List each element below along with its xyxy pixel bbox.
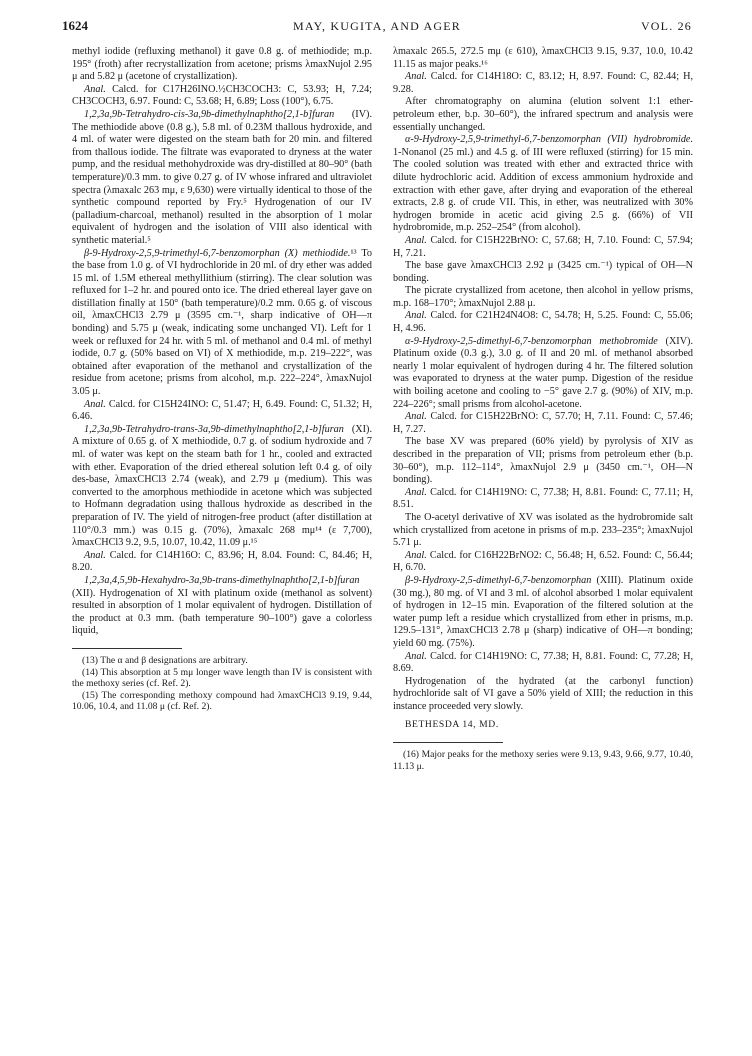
running-title: MAY, KUGITA, AND AGER [293,19,461,33]
right-column [393,46,693,772]
procedure-paragraph [72,575,372,638]
paragraph: The picrate crystallized from acetone, then alcohol in yellow prisms, m.p. 168–170°; λmaxNujol 2.88 μ. [393,285,693,309]
analysis-paragraph [72,399,372,424]
compound-title: β-9-Hydroxy-2,5,9-trimethyl-6,7-benzomorphan (X) methiodide. [84,247,351,259]
procedure-text: 1-Nonanol (25 ml.) and 4.5 g. of III were refluxed (stirring) for 15 min. The cooled solution was treated with ether and extracted thrice with dilute hydrochloric acid. Addition of excess ammonium hydroxide and extraction with ether gave, after drying and evaporation of the ethereal extracts, 2.8 g. of crude VII. This, in ether, was neutralized with 30% hydrogen bromide in acetic acid giving 2.5 g. (66%) of VII hydrobromide, m.p. 252–254° (from alcohol). [393,146,693,234]
compound-title: β-9-Hydroxy-2,5-dimethyl-6,7-benzomorphan [405,574,592,586]
analysis-text: Calcd. for C14H19NO: C, 77.38; H, 8.81. Found: C, 77.28; H, 8.69. [393,650,693,675]
compound-title: α-9-Hydroxy-2,5,9-trimethyl-6,7-benzomorphan (VII) hydrobromide. [405,134,693,146]
footnote: (13) The α and β designations are arbitrary. [82,654,248,666]
paragraph: The O-acetyl derivative of XV was isolated as the hydrobromide salt which crystallized from acetone in prisms of m.p. 233–235°; λmaxNujol 5.71 μ. [393,511,693,549]
anal-label: Anal. [405,549,427,561]
compound-title: 1,2,3a,9b-Tetrahydro-cis-3a,9b-dimethylnaphtho[2,1-b]furan [84,108,335,120]
analysis-text: Calcd. for C14H16O: C, 83.96; H, 8.04. Found: C, 84.46; H, 8.20. [72,549,372,574]
analysis-paragraph [72,550,372,575]
footnote: (16) Major peaks for the methoxy series were 9.13, 9.43, 9.66, 9.77, 10.40, 11.13 μ. [393,749,693,772]
analysis-text: Calcd. for C15H22BrNO: C, 57.70; H, 7.11. Found: C, 57.46; H, 7.27. [393,411,693,435]
left-column [72,46,372,713]
analysis-text: Calcd. for C15H24INO: C, 51.47; H, 6.49. Found: C, 51.32; H, 6.46. [72,398,372,423]
page-number: 1624 [62,18,88,33]
analysis-paragraph [393,71,693,96]
analysis-text: Calcd. for C14H18O: C, 83.12; H, 8.97. Found: C, 82.44; H, 9.28. [393,71,693,95]
compound-title: α-9-Hydroxy-2,5-dimethyl-6,7-benzomorphan methobromide [405,335,658,347]
anal-label: Anal. [405,234,427,246]
analysis-paragraph [393,487,693,512]
paragraph: Hydrogenation of the hydrated (at the carbonyl function) hydrochloride salt of VI gave a 50% yield of XIII; the reduction in this instance proceeded very slowly. [393,675,693,712]
footnote-divider [393,742,503,743]
analysis-text: Calcd. for C16H22BrNO2: C, 56.48; H, 6.52. Found: C, 56.44; H, 6.70. [393,549,693,574]
page-header [62,18,692,38]
paragraph: The base gave λmaxCHCl3 2.92 μ (3425 cm.⁻¹) typical of OH—N bonding. [393,260,693,284]
anal-label: Anal. [84,83,106,95]
analysis-paragraph [72,84,372,109]
procedure-text: (XII). Hydrogenation of XI with platinum oxide (methanol as solvent) resulted in absorption of 1 molar equivalent of hydrogen. Distillation of the product at 0.3 mm. (bath temperature 90–100°) gave a colorless liquid, [72,587,372,637]
footnotes [72,655,372,713]
procedure-paragraph [393,575,693,651]
footnotes [393,749,693,772]
anal-label: Anal. [405,486,427,498]
procedure-paragraph [393,336,693,412]
anal-label: Anal. [84,549,106,561]
anal-label: Anal. [84,398,106,410]
procedure-text: (IV). The methiodide above (0.8 g.), 5.8 ml. of 0.23M thallous hydroxide, and 4 ml. of water were digested on the steam bath for 20 min. and filtered from thallous iodide. The filtrate was evaporated to dryness at the water pump, and the residual methohydroxide was dry-distilled at 80–90° (bath temperature)/0.3 mm. to give 0.27 g. of IV whose infrared and ultraviolet spectra (λmaxalc 263 mμ, ε 9,630) were virtually identical to those of the synthetic compound reported by Fry.⁵ Hydrogenation of our IV (palladium-charcoal, methanol) resulted in the absorption of 1 molar equivalent of hydrogen and the isolation of VIII also identical with synthetic material.⁵ [72,108,372,246]
analysis-paragraph [393,550,693,575]
procedure-text: (XIII). Platinum oxide (30 mg.), 80 mg. of VI and 3 ml. of alcohol absorbed 1 molar equivalent of hydrogen in 12–15 min. Evaporation of the filtered solution at the water pump left a residue which crystallized from ether in prisms, m.p. 129.5–131°, λmaxCHCl3 2.78 μ (sharp) indicative of OH—π bonding; yield 60 mg. (75%). [393,574,693,649]
compound-title: 1,2,3a,4,5,9b-Hexahydro-3a,9b-trans-dimethylnaphtho[2,1-b]furan [84,574,360,586]
procedure-paragraph [393,134,693,235]
procedure-paragraph [72,109,372,248]
procedure-text: (XI). A mixture of 0.65 g. of X methiodide, 0.7 g. of sodium hydroxide and 7 ml. of water was kept on the steam bath for 1 hr., cooled and extracted with ether. Evaporation of the dried ethereal solution left 0.4 g. of oily des-base, λmaxCHCl3 2.74 (weak), and 2.79 μ (medium). This was converted to the amorphous methiodide in acetone which was subjected to Hofmann degradation using thallous hydroxide as described in the preparation of IV. The yield of nitrogen-free product (after distillation at 110°/0.3 mm.) was 0.15 g. (70%), λmaxalc 268 mμ¹⁴ (ε 7,700), λmaxCHCl3 9.2, 9.5, 10.07, 10.42, 11.09 μ.¹⁵ [72,423,372,549]
procedure-paragraph [72,248,372,399]
footnote: (14) This absorption at 5 mμ longer wave length than IV is consistent with the methoxy series (cf. Ref. 2). [72,666,372,690]
anal-label: Anal. [405,650,427,662]
analysis-text: Calcd. for C17H26INO.½CH3COCH3: C, 53.93; H, 7.24; CH3COCH3, 6.97. Found: C, 53.68; H, 6.89; Loss (100°), 6.75. [72,83,372,108]
footnote-divider [72,648,182,649]
paragraph: λmaxalc 265.5, 272.5 mμ (ε 610), λmaxCHCl3 9.15, 9.37, 10.0, 10.42 11.15 as major peaks.¹⁶ [393,46,693,70]
volume-label: VOL. 26 [640,19,692,33]
analysis-paragraph [393,411,693,436]
paragraph: methyl iodide (refluxing methanol) it gave 0.8 g. of methiodide; m.p. 195° (froth) after recrystallization from acetone; prisms λmaxNujol 2.95 μ and 5.82 μ (acetone of crystallization). [72,46,372,83]
procedure-text: (XIV). Platinum oxide (0.3 g.), 3.0 g. of II and 20 ml. of methanol absorbed nearly 1 molar equivalent of hydrogen during 4 hr. The filtered solution was evaporated to dryness at the water pump. Digestion of the residue with boiling acetone and cooling to −5° gave 2.7 g. (90%) of XIV, m.p. 224–226°; small prisms from alcohol-acetone. [393,335,693,410]
analysis-paragraph [393,235,693,260]
procedure-text: ¹³ To the base from 1.0 g. of VI hydrochloride in 20 ml. of dry ether was added 15 ml. of 1.5M ethereal methyllithium (stirring). The clear solution was refluxed for 1–2 hr. and poured onto ice. The dried ethereal layer gave on distillation finally at 150° (bath temperature)/0.2 mm. 0.65 g. of viscous oil, λmaxCHCl3 2.79 μ (3595 cm.⁻¹, sharp indicative of OH—π bonding) and 5.75 μ (weak, indicating some unchanged VI). Left for 1 week or refluxed for 24 hr. with 5 ml. of methanol and 0.4 ml. of methyl iodide, 0.7 g. (50% based on VI) of X methiodide, m.p. 219–222°, was obtained after evaporation of the methanol and crystallization of the residue from acetone; prisms from alcohol, m.p. 222–224°, λmaxNujol 3.05 μ. [72,247,372,398]
analysis-paragraph [393,310,693,335]
anal-label: Anal. [405,310,427,322]
compound-title: 1,2,3a,9b-Tetrahydro-trans-3a,9b-dimethylnaphtho[2,1-b]furan [84,423,344,435]
analysis-text: Calcd. for C14H19NO: C, 77.38; H, 8.81. Found: C, 77.11; H, 8.51. [393,486,693,511]
analysis-text: Calcd. for C15H22BrNO: C, 57.68; H, 7.10. Found: C, 57.94; H, 7.21. [393,234,693,259]
location-line: BETHESDA 14, MD. [405,719,499,731]
anal-label: Anal. [405,411,427,423]
procedure-paragraph [72,424,372,550]
footnote: (15) The corresponding methoxy compound had λmaxCHCl3 9.19, 9.44, 10.06, 10.4, and 11.08 μ (cf. Ref. 2). [72,689,372,713]
paragraph: After chromatography on alumina (elution solvent 1:1 ether-petroleum ether, b.p. 30–60°), the infrared spectrum and analysis were essentially unchanged. [393,96,693,133]
paragraph: The base XV was prepared (60% yield) by pyrolysis of XIV as described in the preparation of VII; prisms from petroleum ether (b.p. 30–60°), m.p. 112–114°, λmaxNujol 2.9 μ (3450 cm.⁻¹, OH—N bonding). [393,436,693,486]
analysis-paragraph [393,651,693,676]
anal-label: Anal. [405,71,427,83]
analysis-text: Calcd. for C21H24N4O8: C, 54.78; H, 5.25. Found: C, 55.06; H, 4.96. [393,310,693,335]
